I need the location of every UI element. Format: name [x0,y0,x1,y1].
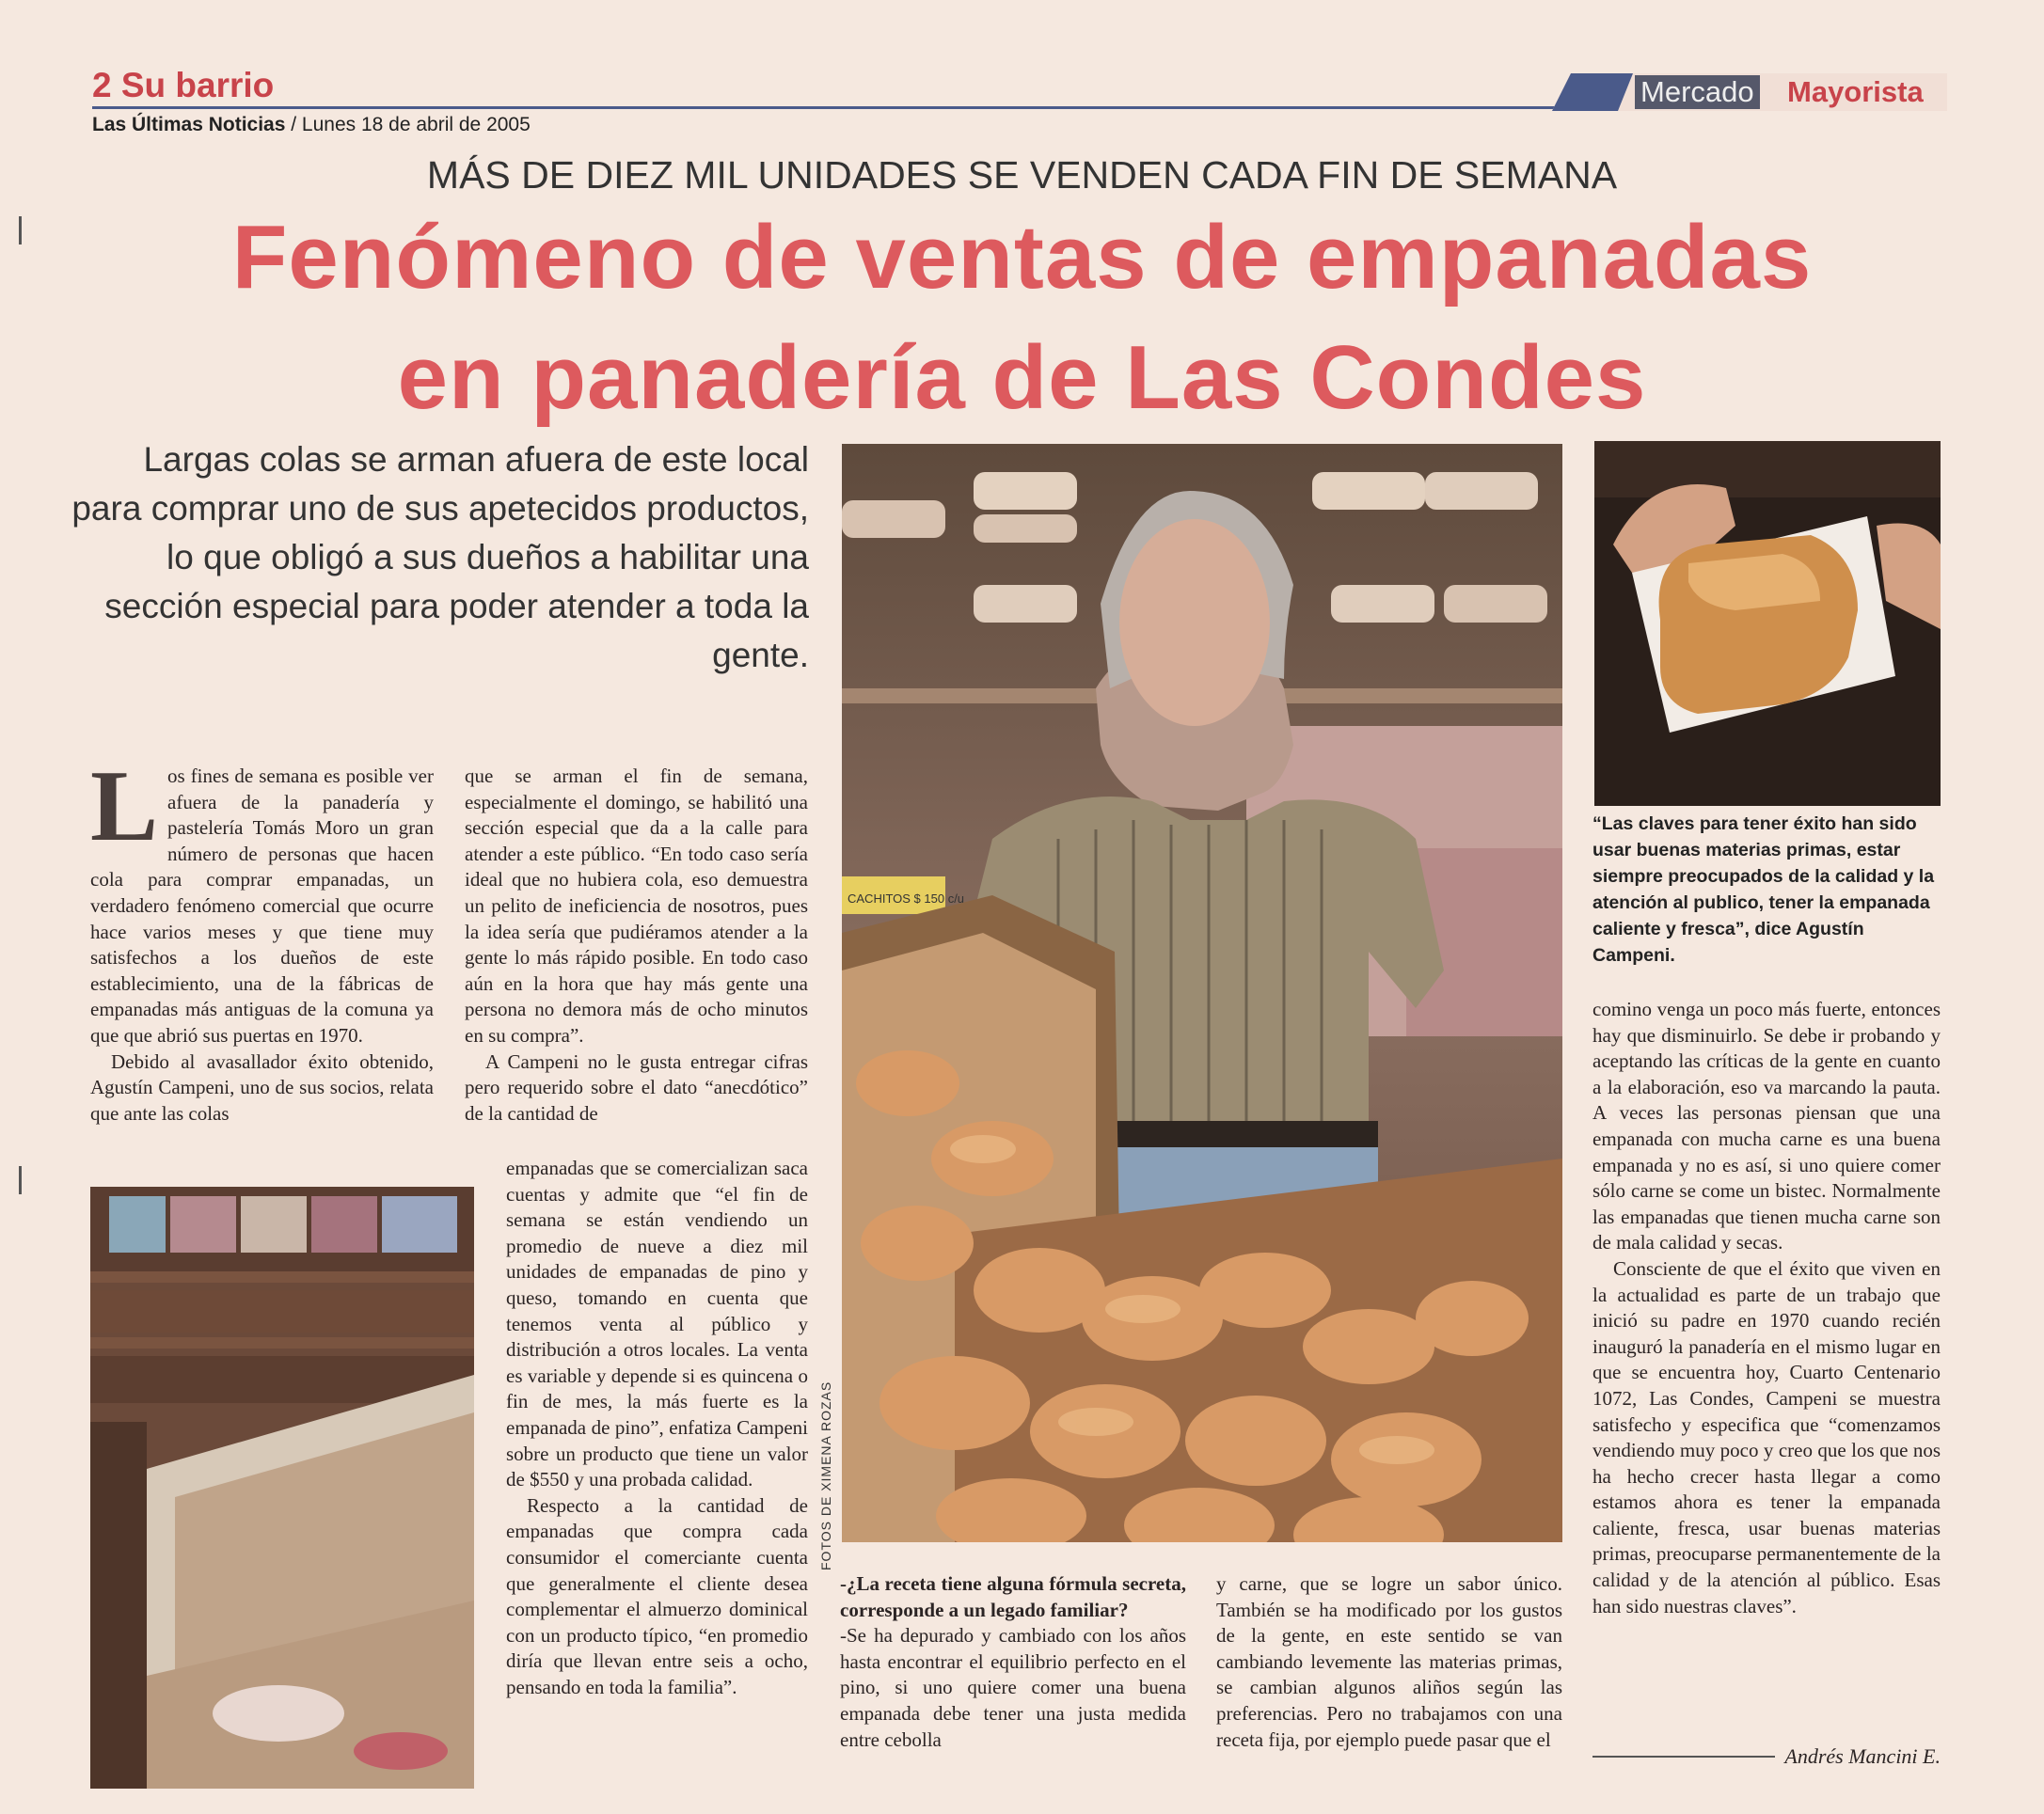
article-column-5 [1592,997,1941,1619]
article-column-2-top [465,764,808,1127]
section-label: 2 Su barrio [92,66,275,104]
article-column-4 [1216,1571,1562,1753]
dateline [92,114,531,136]
article-column-1 [90,750,434,1127]
paragraph: os fines de semana es posible ver afuera de la panadería y pastelería Tomás Moro un gran número de personas que hacen cola para comprar empanadas, un verdadero fenómeno comercial que ocurre hace varios meses y que tiene muy satisfechos a los dueños de este establecimiento, una de la fábricas de empanadas más antiguas de la comuna ya que que abrió sus puertas en 1970. [90,765,434,1047]
photo-credit: FOTOS DE XIMENA ROZAS [818,1380,833,1570]
kicker: MÁS DE DIEZ MIL UNIDADES SE VENDEN CADA FIN DE SEMANA [426,153,1618,197]
article-column-2-bottom [506,1156,808,1700]
publication-date: / Lunes 18 de abril de 2005 [291,114,531,135]
paragraph: Consciente de que el éxito que viven en la actualidad es parte de un trabajo que inició su padre en 1970 cuando recién inauguró la panadería en el mismo lugar en que se encuentra hoy, Cuarto Centenario 1072, Las Condes, Campeni se muestra satisfecho y especifica que “comenzamos vendiendo muy poco y creo que los que nos ha hecho crecer hasta llegar a como estamos ahora es tener la empanada caliente, fresca, usar buenas materias primas, preocuparse permanentemente de la calidad y de la atención al público. Esas han sido nuestras claves”. [1592,1256,1941,1617]
section-tab-mercado: Mercado [1635,75,1760,109]
byline [1592,1744,1941,1769]
section-tab-mayorista: Mayorista [1787,75,1924,108]
paragraph: comino venga un poco más fuerte, entonces hay que disminuirlo. Se debe ir probando y aceptando las críticas de la gente en cuanto a la elaboración, eso va marcando la pauta. A veces las personas piensan que una empanada con mucha carne es una buena empanada y no es así, si uno quiere comer sólo carne se come un bistec. Normalmente las empanadas que tienen mucha carne son de mala calidad y secas. [1592,998,1941,1254]
paragraph: y carne, que se logre un sabor único. También se ha modificado por los gustos de la gente, en este sentido se van cambiando levemente las materias primas, se cambian algunos aliños según las preferencias. Pero no trabajamos con una receta fija, por ejemplo puede pasar que el [1216,1572,1562,1751]
interview-question: -¿La receta tiene alguna fórmula secreta, corresponde a un legado familiar? [840,1572,1186,1621]
paragraph: A Campeni no le gusta entregar cifras pero requerido sobre el dato “anecdótico” de la cantidad de [465,1049,808,1125]
header-rule [92,106,1560,109]
margin-mark [19,1166,22,1194]
headline-line-1: Fenómeno de ventas de empanadas [231,207,1813,308]
paragraph: Respecto a la cantidad de empanadas que compra cada consumidor el comerciante cuenta que generalmente el cliente desea complementar el almuerzo dominical con un producto típico, “en promedio diría que llevan entre seis a ocho, pensando en toda la familia”. [506,1493,808,1698]
paragraph: Debido al avasallador éxito obtenido, Agustín Campeni, uno de sus socios, relata que ante las colas [90,1049,434,1125]
author-name: Andrés Mancini E. [1775,1744,1941,1768]
bakery-counter-photo [90,1187,474,1789]
main-photo-campeni [842,444,1562,1542]
price-tag-text: CACHITOS $ 150 c/u [848,891,965,906]
empanada-photo [1594,441,1941,806]
publication-name: Las Últimas Noticias [92,114,286,135]
paragraph: empanadas que se comercializan saca cuentas y admite que “el fin de semana se están vendiendo un promedio de nueve a diez mil unidades de empanadas de pino y queso, tomando en cuenta que tenemos venta al público y distribución a otros locales. La venta es variable y depende si es quincena o fin de mes, la más fuerte es la empanada de pino”, enfatiza Campeni sobre un producto que tiene un valor de $550 y una probada calidad. [506,1157,808,1491]
photo-caption: “Las claves para tener éxito han sido usar buenas materias primas, estar siempre preocupados de la calidad y la atención al publico, tener la empanada caliente y fresca”, dice Agustín Campeni. [1592,813,1935,966]
headline-line-2: en panadería de Las Condes [397,327,1647,428]
drop-cap: L [90,750,159,862]
interview-answer: -Se ha depurado y cambiado con los años hasta encontrar el equilibrio perfecto en el pino, si uno quiere comer una buena empanada debe tener una justa medida entre cebolla [840,1624,1186,1751]
article-column-3 [840,1571,1186,1753]
paragraph: que se arman el fin de semana, especialmente el domingo, se habilitó una sección especial que da a la calle para atender a este público. “En todo caso sería ideal que no hubiera cola, eso demuestra un pelito de ineficiencia de nosotros, pues la idea sería que pudiéramos atender a la gente lo más rápido posible. En todo caso aún en la hora que hay más gente una persona no demora más de ocho minutos en su compra”. [465,765,808,1047]
deck: Largas colas se arman afuera de este local para comprar uno de sus apetecidos productos, lo que obligó a sus dueños a habilitar una sección especial para poder atender a toda la gente. [71,440,809,674]
